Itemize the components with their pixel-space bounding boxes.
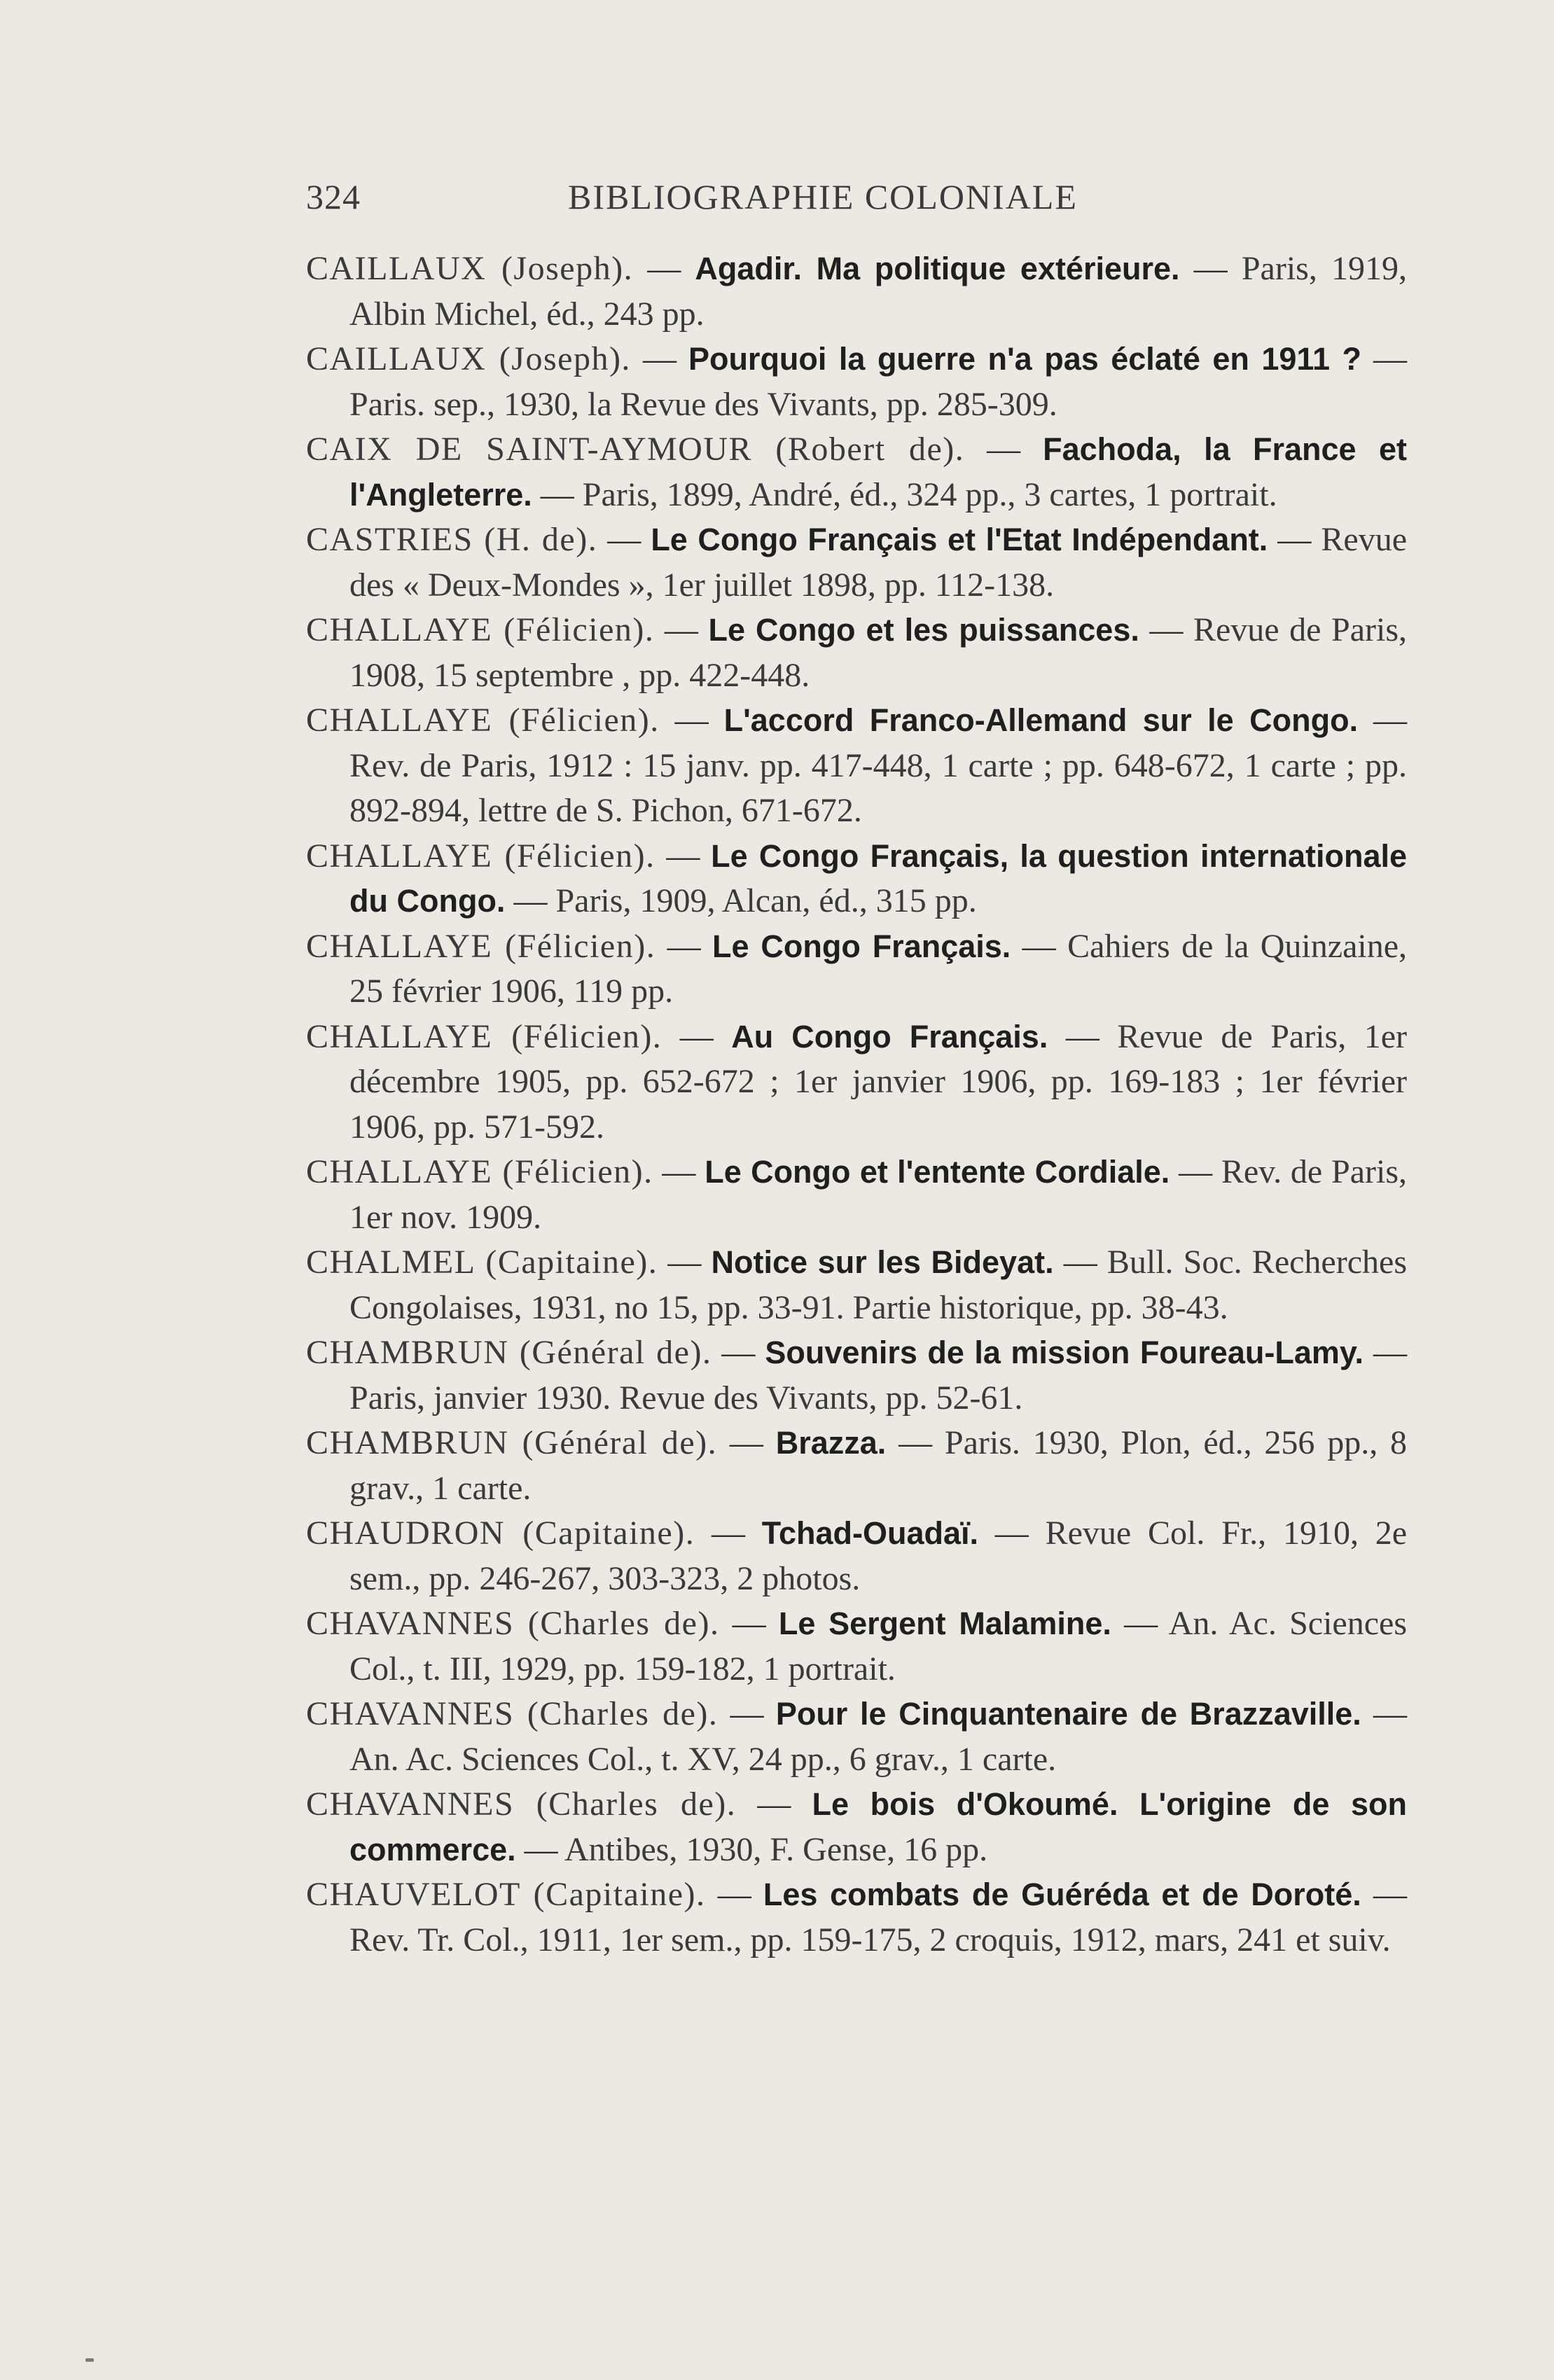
bibliography-list bbox=[306, 246, 1407, 1963]
entry-author: CHALLAYE (Félicien). bbox=[306, 1017, 662, 1055]
entry-author: CHAVANNES (Charles de). bbox=[306, 1695, 719, 1732]
bibliography-entry: CHAUDRON (Capitaine). — Tchad-Ouadaï. — Revue Col. Fr., 1910, 2e sem., pp. 246-267, 303-323, 2 photos. bbox=[306, 1515, 1408, 1597]
entry-author: CHAVANNES (Charles de). bbox=[306, 1605, 720, 1642]
entry-title: Le Congo et les puissances. bbox=[708, 612, 1139, 648]
entry-publication: Rev. Tr. Col., 1911, 1er sem., pp. 159-175, 2 croquis, 1912, mars, 241 et suiv. bbox=[349, 1921, 1391, 1958]
paper-blemish bbox=[85, 2358, 94, 2362]
entry-author: CHALLAYE (Félicien). bbox=[306, 611, 655, 648]
entry-publication: An. Ac. Sciences Col., t. XV, 24 pp., 6 grav., 1 carte. bbox=[349, 1740, 1057, 1778]
entry-author: CHAVANNES (Charles de). bbox=[306, 1786, 737, 1823]
entry-publication: Rev. de Paris, 1er nov. 1909. bbox=[349, 1153, 1408, 1236]
entry-title: Le bois d'Okoumé. L'origine de son commerce. bbox=[349, 1786, 1408, 1867]
bibliography-entry: CHAMBRUN (Général de). — Souvenirs de la mission Foureau-Lamy. — Paris, janvier 1930. Revue des Vivants, pp. 52-61. bbox=[306, 1334, 1407, 1417]
entry-publication: Revue de Paris, 1er décembre 1905, pp. 652-672 ; 1er janvier 1906, pp. 169-183 ; 1er février 1906, pp. 571-592. bbox=[349, 1017, 1408, 1146]
entry-author: CAILLAUX (Joseph). bbox=[306, 250, 634, 287]
entry-title: Pour le Cinquantenaire de Brazzaville. bbox=[775, 1696, 1361, 1732]
entry-author: CHALLAYE (Félicien). bbox=[306, 702, 660, 739]
entry-publication: Paris, 1919, Albin Michel, éd., 243 pp. bbox=[349, 250, 1407, 333]
entry-author: CHALLAYE (Félicien). bbox=[306, 837, 655, 875]
entry-title: Le Congo Français. bbox=[712, 928, 1011, 964]
entry-title: Le Sergent Malamine. bbox=[778, 1606, 1111, 1641]
entry-title: Brazza. bbox=[775, 1425, 887, 1461]
entry-author: CHALMEL (Capitaine). bbox=[306, 1244, 658, 1281]
entry-publication: Antibes, 1930, F. Gense, 16 pp. bbox=[564, 1830, 988, 1868]
entry-publication: Paris, 1899, André, éd., 324 pp., 3 cartes, 1 portrait. bbox=[582, 475, 1277, 513]
entry-title: Souvenirs de la mission Foureau-Lamy. bbox=[765, 1335, 1364, 1370]
entry-author: CAILLAUX (Joseph). bbox=[306, 340, 631, 377]
bibliography-entry: CHALLAYE (Félicien). — Au Congo Français. — Revue de Paris, 1er décembre 1905, pp. 652-672 ; 1er janvier 1906, pp. 169-183 ; 1er février 1906, pp. 571-592. bbox=[306, 1017, 1408, 1146]
entry-title: Tchad-Ouadaï. bbox=[761, 1515, 978, 1551]
bibliography-entry: CAILLAUX (Joseph). — Pourquoi la guerre n'a pas éclaté en 1911 ? — Paris. sep., 1930, la Revue des Vivants, pp. 285-309. bbox=[306, 340, 1407, 423]
entry-author: CHAMBRUN (Général de). bbox=[306, 1424, 718, 1461]
entry-author: CHALLAYE (Félicien). bbox=[306, 1153, 653, 1190]
entry-title: Agadir. Ma politique extérieure. bbox=[695, 251, 1180, 286]
bibliography-entry: CASTRIES (H. de). — Le Congo Français et l'Etat Indépendant. — Revue des « Deux-Mondes », 1er juillet 1898, pp. 112-138. bbox=[306, 521, 1407, 604]
entry-author: CASTRIES (H. de). bbox=[306, 521, 598, 558]
entry-publication: Revue des « Deux-Mondes », 1er juillet 1898, pp. 112-138. bbox=[349, 521, 1407, 604]
entry-title: L'accord Franco-Allemand sur le Congo. bbox=[723, 702, 1359, 738]
entry-author: CAIX DE SAINT-AYMOUR (Robert de). bbox=[306, 431, 965, 468]
bibliography-entry: CHAVANNES (Charles de). — Le Sergent Malamine. — An. Ac. Sciences Col., t. III, 1929, pp. 159-182, 1 portrait. bbox=[306, 1605, 1407, 1687]
entry-publication: Revue de Paris, 1908, 15 septembre , pp. 422-448. bbox=[349, 611, 1408, 694]
entry-title: Au Congo Français. bbox=[731, 1018, 1048, 1055]
entry-title: Fachoda, la France et l'Angleterre. bbox=[349, 431, 1408, 513]
bibliography-entry: CHALLAYE (Félicien). — Le Congo Français, la question internationale du Congo. — Paris, 1909, Alcan, éd., 315 pp. bbox=[306, 837, 1408, 919]
entry-publication: Paris, 1909, Alcan, éd., 315 pp. bbox=[555, 882, 977, 919]
entry-title: Les combats de Guéréda et de Doroté. bbox=[763, 1877, 1361, 1912]
bibliography-entry: CHAVANNES (Charles de). — Le bois d'Okoumé. L'origine de son commerce. — Antibes, 1930, F. Gense, 16 pp. bbox=[306, 1786, 1408, 1868]
entry-author: CHAUVELOT (Capitaine). bbox=[306, 1876, 706, 1913]
entry-title: Le Congo et l'entente Cordiale. bbox=[705, 1154, 1170, 1190]
entry-publication: Rev. de Paris, 1912 : 15 janv. pp. 417-448, 1 carte ; pp. 648-672, 1 carte ; pp. 892-894, lettre de S. Pichon, 671-672. bbox=[349, 746, 1407, 829]
entry-title: Le Congo Français et l'Etat Indépendant. bbox=[651, 522, 1268, 557]
bibliography-entry: CHAUVELOT (Capitaine). — Les combats de Guéréda et de Doroté. — Rev. Tr. Col., 1911, 1er sem., pp. 159-175, 2 croquis, 1912, mars, 241 et suiv. bbox=[306, 1876, 1408, 1958]
bibliography-entry: CAILLAUX (Joseph). — Agadir. Ma politique extérieure. — Paris, 1919, Albin Michel, éd., 243 pp. bbox=[306, 250, 1407, 333]
bibliography-entry: CAIX DE SAINT-AYMOUR (Robert de). — Fachoda, la France et l'Angleterre. — Paris, 1899, André, éd., 324 pp., 3 cartes, 1 portrait. bbox=[306, 431, 1408, 513]
entry-publication: An. Ac. Sciences Col., t. III, 1929, pp. 159-182, 1 portrait. bbox=[349, 1605, 1407, 1687]
entry-publication: Paris. sep., 1930, la Revue des Vivants, pp. 285-309. bbox=[349, 385, 1057, 423]
entry-publication: Bull. Soc. Recherches Congolaises, 1931, no 15, pp. 33-91. Partie historique, pp. 38-43. bbox=[349, 1244, 1408, 1326]
entry-title: Le Congo Français, la question internationale du Congo. bbox=[349, 837, 1408, 919]
entry-author: CHAUDRON (Capitaine). bbox=[306, 1515, 695, 1552]
running-title: BIBLIOGRAPHIE COLONIALE bbox=[568, 177, 1078, 216]
bibliography-entry: CHALLAYE (Félicien). — L'accord Franco-Allemand sur le Congo. — Rev. de Paris, 1912 : 15 janv. pp. 417-448, 1 carte ; pp. 648-672, 1 carte ; pp. 892-894, lettre de S. Pichon, 671-672. bbox=[306, 702, 1408, 829]
bibliography-entry: CHALMEL (Capitaine). — Notice sur les Bideyat. — Bull. Soc. Recherches Congolaises, 1931, no 15, pp. 33-91. Partie historique, pp. 38-43. bbox=[306, 1244, 1408, 1326]
entry-publication: Revue Col. Fr., 1910, 2e sem., pp. 246-267, 303-323, 2 photos. bbox=[349, 1515, 1408, 1597]
page-number: 324 bbox=[306, 177, 361, 216]
bibliography-entry: CHALLAYE (Félicien). — Le Congo et les puissances. — Revue de Paris, 1908, 15 septembre , pp. 422-448. bbox=[306, 611, 1408, 694]
bibliography-entry: CHAMBRUN (Général de). — Brazza. — Paris. 1930, Plon, éd., 256 pp., 8 grav., 1 carte. bbox=[306, 1424, 1407, 1507]
entry-title: Pourquoi la guerre n'a pas éclaté en 1911 ? bbox=[688, 341, 1361, 377]
bibliography-entry: CHAVANNES (Charles de). — Pour le Cinquantenaire de Brazzaville. — An. Ac. Sciences Col., t. XV, 24 pp., 6 grav., 1 carte. bbox=[306, 1695, 1408, 1778]
entry-publication: Paris. 1930, Plon, éd., 256 pp., 8 grav., 1 carte. bbox=[349, 1424, 1407, 1507]
bibliography-entry: CHALLAYE (Félicien). — Le Congo Français. — Cahiers de la Quinzaine, 25 février 1906, 119 pp. bbox=[306, 927, 1408, 1010]
entry-author: CHALLAYE (Félicien). bbox=[306, 927, 656, 965]
entry-publication: Paris, janvier 1930. Revue des Vivants, pp. 52-61. bbox=[349, 1379, 1023, 1417]
bibliography-entry: CHALLAYE (Félicien). — Le Congo et l'entente Cordiale. — Rev. de Paris, 1er nov. 1909. bbox=[306, 1153, 1408, 1236]
entry-publication: Cahiers de la Quinzaine, 25 février 1906, 119 pp. bbox=[349, 927, 1408, 1010]
entry-title: Notice sur les Bideyat. bbox=[711, 1244, 1054, 1280]
entry-author: CHAMBRUN (Général de). bbox=[306, 1334, 712, 1371]
